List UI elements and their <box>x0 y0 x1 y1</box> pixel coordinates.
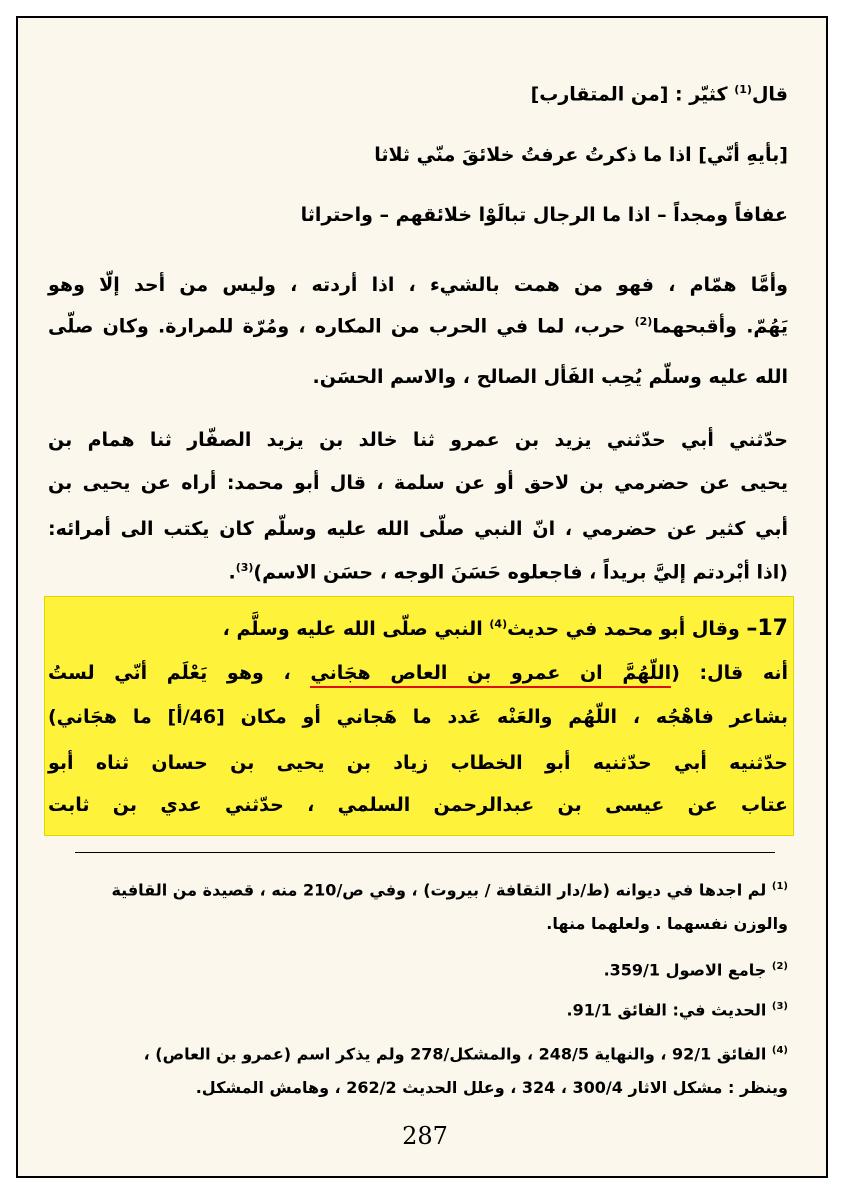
highlight-line <box>48 664 788 683</box>
poem-verse-1: [بأيهِ أنّي] اذا ما ذكرتُ عرفتُ خلائقَ منّي ثلاثا <box>374 144 788 166</box>
footnote-ref-2: (2) <box>634 315 653 328</box>
footnote-marker: (4) <box>771 1045 788 1056</box>
footnote-marker: (3) <box>771 1001 788 1012</box>
highlight-line: بشاعر فاهْجُه ، اللّهُم والعَنْه عَدد ما هَجاني أو مكان [46/أ] ما هجَاني) <box>48 706 788 728</box>
paragraph-text: (اذا أبْردتم إليَّ بريداً ، فاجعلوه حَسَنَ الوجه ، حسَن الاسم) <box>253 561 788 584</box>
paragraph-line <box>48 562 788 582</box>
footnote-4 <box>48 1046 788 1062</box>
highlight-text: وقال أبو محمد في حديث <box>507 618 747 640</box>
highlight-text: ، وهو يَعْلَم أنّي لستُ <box>48 662 311 684</box>
footnote-ref-4: (4) <box>489 617 508 631</box>
footnote-1-cont: والوزن نفسهما . ولعلهما منها. <box>546 914 788 933</box>
footnote-marker: (1) <box>771 881 788 892</box>
paragraph-line: يحيى عن حضرمي بن لاحق أو عن سلمة ، قال أبو محمد: أراه عن يحيى بن <box>48 472 788 494</box>
poem-intro-line <box>48 84 788 104</box>
poem-verse-2: عفافاً ومجداً – اذا ما الرجال تبالَوْا خلائقهم – واحتراثا <box>300 204 788 226</box>
highlight-line <box>48 618 788 640</box>
footnote-text: جامع الاصول 359/1. <box>603 960 772 980</box>
footnote-text: لم اجدها في ديوانه (ط/دار الثقافة / بيروت) ، وفي ص/210 منه ، قصيدة من القافية <box>111 880 772 900</box>
paragraph-text: . <box>228 561 236 584</box>
footnote-text: الحديث في: الفائق 91/1. <box>566 1000 772 1020</box>
paragraph-line: حدّثني أبي حدّثني يزيد بن عمرو ثنا خالد بن يزيد الصفّار ثنا همام بن <box>48 429 788 451</box>
footnote-3 <box>48 1002 788 1018</box>
underlined-phrase: اللّهُمَّ ان عمرو بن العاص هجَاني <box>310 662 671 688</box>
paragraph-line: وأمَّا همّام ، فهو من همت بالشيء ، اذا أردته ، وليس من أحد إلّا وهو <box>48 274 788 296</box>
footnote-1 <box>48 882 788 898</box>
footnote-2 <box>48 962 788 978</box>
footnote-4-cont: وينظر : مشكل الاثار 300/4 ، 324 ، وعلل الحديث 262/2 ، وهامش المشكل. <box>195 1078 788 1097</box>
footnote-separator <box>75 852 775 853</box>
entry-number: 17– <box>746 616 788 641</box>
paragraph-text: حرب، لما في الحرب من المكاره ، ومُرّة للمرارة. وكان صلّى <box>48 315 635 338</box>
paragraph-line: الله عليه وسلّم يُحِب الفَأل الصالح ، والاسم الحسَن. <box>312 366 788 388</box>
highlight-text: أنه قال: ( <box>671 662 789 684</box>
highlight-line: حدّثنيه أبي حدّثنيه أبو الخطاب زياد بن يحيى بن حسان ثناه أبو <box>48 752 788 774</box>
page-number: 287 <box>402 1122 448 1150</box>
highlight-line: عتاب عن عيسى بن عبدالرحمن السلمي ، حدّثني عدي بن ثابت <box>48 794 788 816</box>
intro-text-rest: كثيّر : [من المتقارب] <box>530 83 735 106</box>
paragraph-line: أبي كثير عن حضرمي ، انّ النبي صلّى الله عليه وسلّم كان يكتب الى أمرائه: <box>48 518 788 540</box>
highlight-text: النبي صلّى الله عليه وسلَّم ، <box>222 618 490 640</box>
footnote-ref-3: (3) <box>235 561 254 574</box>
footnote-ref-1: (1) <box>734 83 752 96</box>
paragraph-line <box>48 316 788 336</box>
intro-text: قال <box>751 83 788 106</box>
paragraph-text: يَهُمّ. وأقبحهما <box>652 315 788 338</box>
footnote-text: الفائق 92/1 ، والنهاية 248/5 ، والمشكل/278 ولم يذكر اسم (عمرو بن العاص) ، <box>143 1044 772 1064</box>
footnote-marker: (2) <box>771 961 788 972</box>
